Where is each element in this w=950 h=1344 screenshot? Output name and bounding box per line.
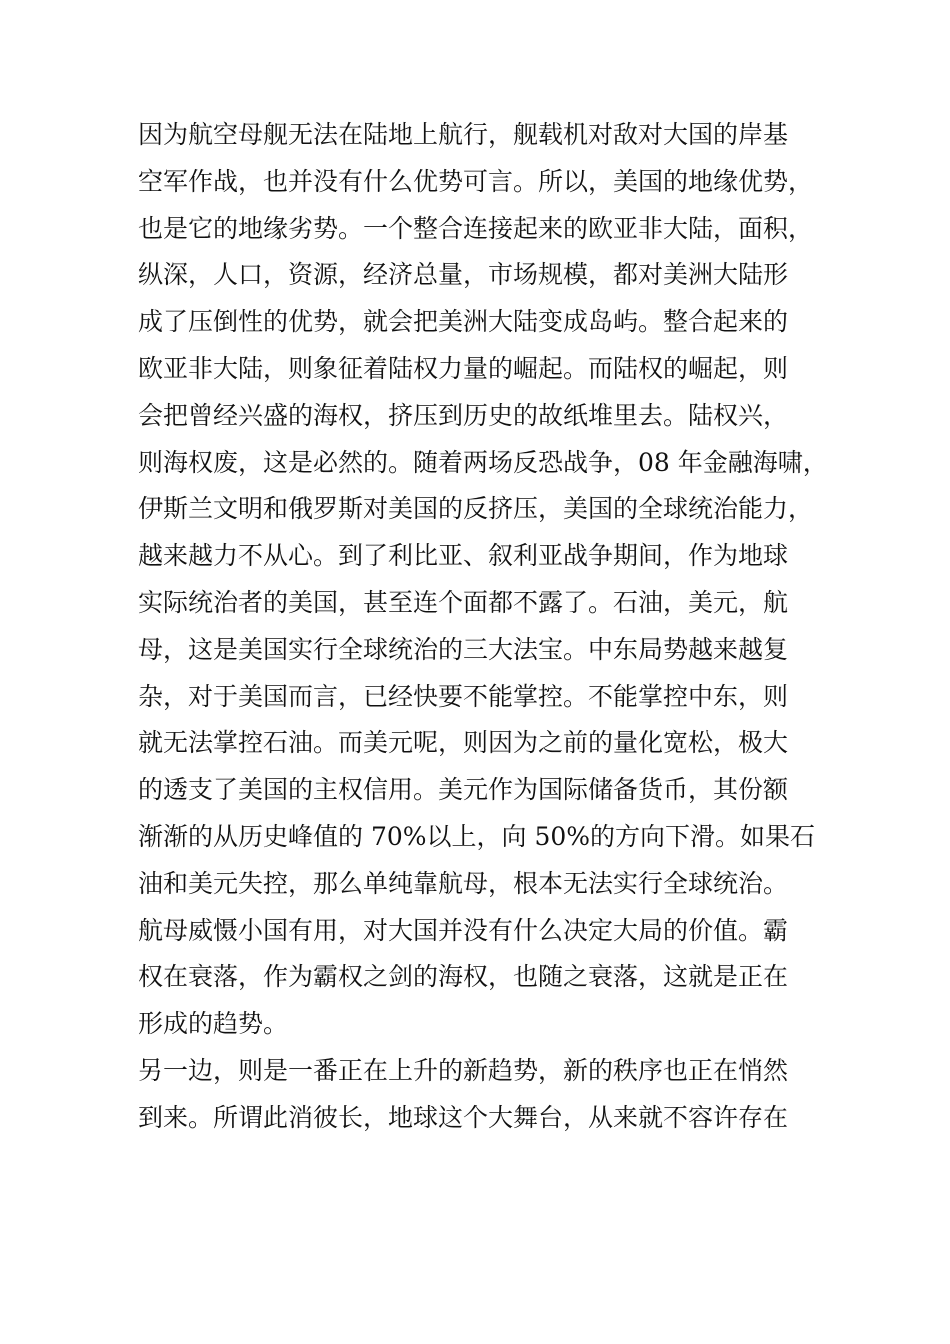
text-line: 越来越力不从心。到了利比亚、叙利亚战争期间，作为地球 [138, 541, 789, 571]
text-line: 杂，对于美国而言，已经快要不能掌控。不能掌控中东，则 [138, 681, 789, 711]
text-line: 纵深，人口，资源，经济总量，市场规模，都对美洲大陆形 [138, 260, 789, 290]
text-line: 伊斯兰文明和俄罗斯对美国的反挤压，美国的全球统治能力， [138, 494, 814, 524]
text-line: 会把曾经兴盛的海权，挤压到历史的故纸堆里去。陆权兴， [138, 400, 789, 430]
text-line: 则海权废，这是必然的。随着两场反恐战争，08 年金融海啸， [138, 447, 828, 477]
text-line: 的透支了美国的主权信用。美元作为国际储备货币，其份额 [138, 775, 789, 805]
text-line: 空军作战，也并没有什么优势可言。所以，美国的地缘优势， [138, 166, 814, 196]
text-line: 因为航空母舰无法在陆地上航行，舰载机对敌对大国的岸基 [138, 120, 789, 149]
text-line: 油和美元失控，那么单纯靠航母，根本无法实行全球统治。 [138, 868, 789, 898]
text-line: 到来。所谓此消彼长，地球这个大舞台，从来就不容许存在 [138, 1102, 789, 1132]
text-line: 形成的趋势。 [138, 1009, 289, 1039]
text-line: 渐渐的从历史峰值的 70%以上，向 50%的方向下滑。如果石 [138, 821, 816, 851]
text-line: 另一边，则是一番正在上升的新趋势，新的秩序也正在悄然 [138, 1055, 789, 1085]
body-text [138, 112, 838, 1142]
text-line: 母，这是美国实行全球统治的三大法宝。中东局势越来越复 [138, 634, 789, 664]
text-line: 成了压倒性的优势，就会把美洲大陆变成岛屿。整合起来的 [138, 307, 789, 337]
text-line: 欧亚非大陆，则象征着陆权力量的崛起。而陆权的崛起，则 [138, 353, 789, 383]
text-line: 实际统治者的美国，甚至连个面都不露了。石油，美元，航 [138, 587, 789, 617]
text-line: 也是它的地缘劣势。一个整合连接起来的欧亚非大陆，面积， [138, 213, 814, 243]
text-line: 就无法掌控石油。而美元呢，则因为之前的量化宽松，极大 [138, 728, 789, 758]
text-line: 权在衰落，作为霸权之剑的海权，也随之衰落，这就是正在 [138, 962, 789, 992]
text-line: 航母威慑小国有用，对大国并没有什么决定大局的价值。霸 [138, 915, 789, 945]
